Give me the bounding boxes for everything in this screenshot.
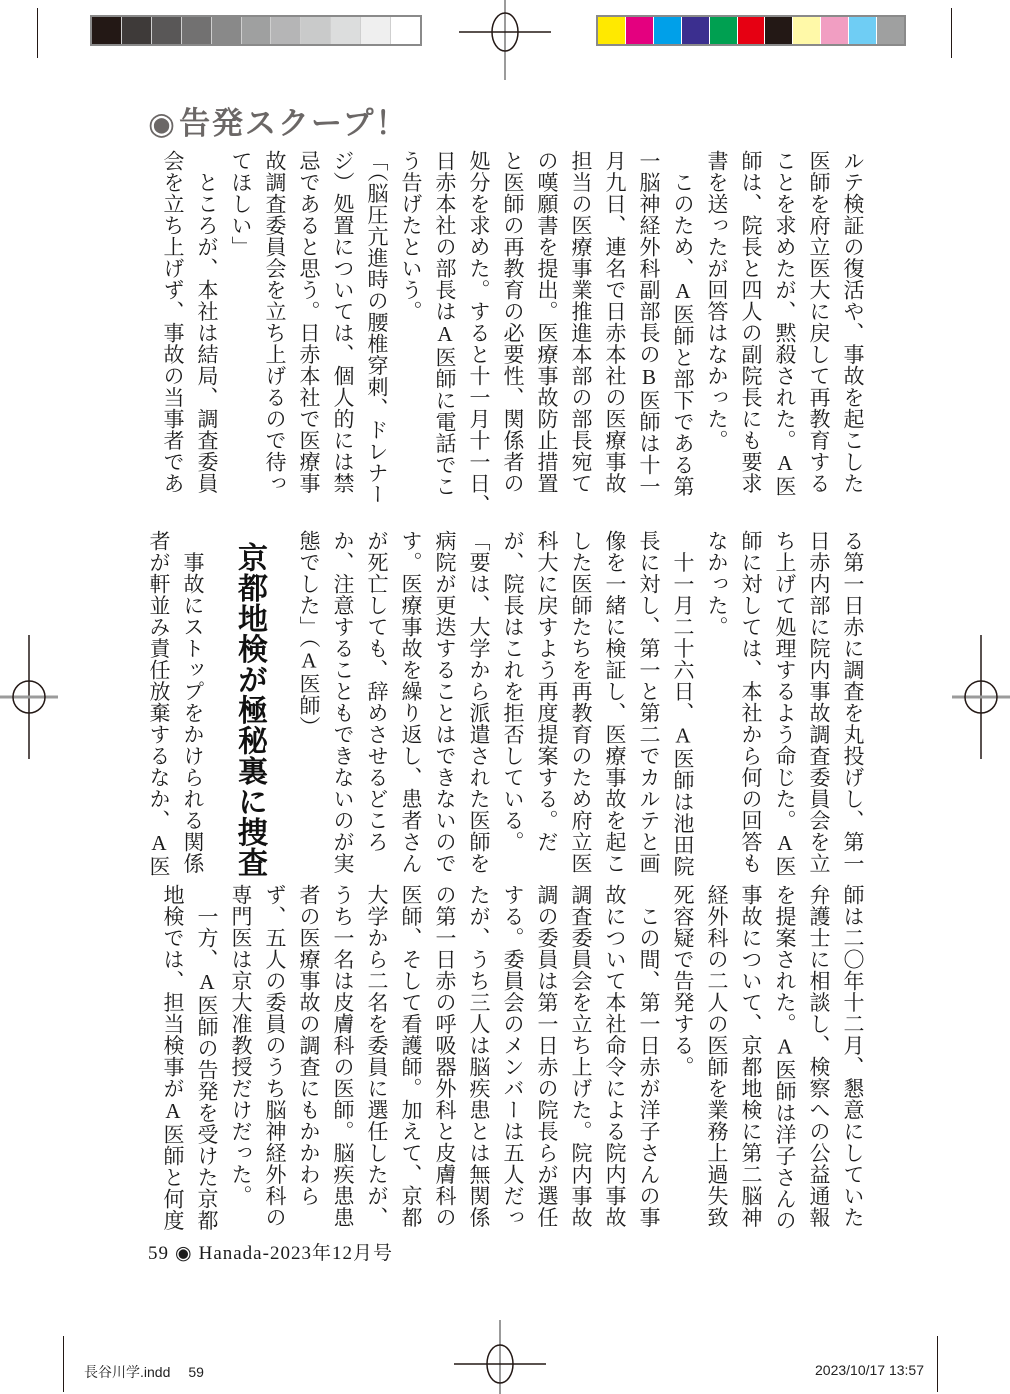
text-column: 専門医は京大准教授だけだった。 xyxy=(229,884,253,1207)
text-column: した医師たちを再教育のため府立医 xyxy=(569,530,593,874)
calibration-swatch xyxy=(710,17,737,44)
text-column: 忌であると思う。日赤本社で医療事 xyxy=(297,150,321,494)
calibration-swatch xyxy=(793,17,820,44)
text-column: す。医療事故を繰り返し、患者さん xyxy=(399,530,423,874)
registration-mark-left-icon xyxy=(0,627,70,767)
registration-mark-bottom-icon xyxy=(440,1320,560,1394)
text-column: の嘆願書を提出。医療事故防止措置 xyxy=(535,150,559,494)
text-column: 師に対しては、本社から何の回答も xyxy=(739,530,763,874)
text-column: 調査委員会を立ち上げた。院内事故 xyxy=(569,884,593,1228)
text-column: この間、第一日赤が洋子さんの事 xyxy=(637,884,661,1228)
text-column: 調の委員は第一日赤の院長らが選任 xyxy=(535,884,559,1228)
article-band-2-left-columns xyxy=(142,530,210,882)
calibration-swatch xyxy=(242,17,271,44)
text-column: 担当の医療事業推進本部の部長宛て xyxy=(569,150,593,494)
text-column: 月九日、連名で日赤本社の医療事故 xyxy=(603,150,627,494)
slug-page-number: 59 xyxy=(188,1364,204,1380)
calibration-swatch xyxy=(765,17,792,44)
text-column: う告げたという。 xyxy=(399,150,423,322)
trim-mark-bottom-left xyxy=(63,1336,64,1392)
color-calibration-bar xyxy=(596,15,906,46)
text-column: 者が軒並み責任放棄するなか、A医 xyxy=(147,530,171,877)
registration-mark-right-icon xyxy=(940,627,1010,767)
section-header xyxy=(148,98,409,143)
text-column: 処分を求めた。すると十一月十一日、 xyxy=(467,150,491,516)
text-column: る第一日赤に調査を丸投げし、第一 xyxy=(841,530,865,874)
text-column: 事故にストップをかけられる関係 xyxy=(181,530,205,874)
text-column: を提案された。A医師は洋子さんの xyxy=(773,884,797,1231)
text-column: 「要は、大学から派遣された医師を xyxy=(467,530,491,874)
text-column: 科大に戻すよう再度提案する。だ xyxy=(535,530,559,853)
calibration-swatch xyxy=(152,17,181,44)
text-column: 弁護士に相談し、検察への公益通報 xyxy=(807,884,831,1228)
grayscale-calibration-bar xyxy=(90,15,422,46)
text-column: 十一月二十六日、A医師は池田院 xyxy=(671,530,695,877)
print-timestamp: 2023/10/17 13:57 xyxy=(815,1362,924,1378)
text-column: 一方、A医師の告発を受けた京都 xyxy=(195,884,219,1231)
text-column: と医師の再教育の必要性、関係者の xyxy=(501,150,525,494)
trim-mark-top-right xyxy=(951,8,952,58)
document-filename xyxy=(84,1362,204,1382)
text-column: か、注意することもできないのが実 xyxy=(331,530,355,874)
text-column: なかった。 xyxy=(705,530,729,638)
text-column: 日赤本社の部長はA医師に電話でこ xyxy=(433,150,457,497)
article-band-2 xyxy=(142,530,870,882)
footer-bullseye-icon: ◉ xyxy=(175,1243,193,1264)
text-column: うち一名は皮膚科の医師。脳疾患患 xyxy=(331,884,355,1228)
calibration-swatch xyxy=(682,17,709,44)
calibration-swatch xyxy=(182,17,211,44)
text-column: 医師を府立医大に戻して再教育する xyxy=(807,150,831,494)
text-column: する。委員会のメンバーは五人だっ xyxy=(501,884,525,1228)
calibration-swatch xyxy=(877,17,904,44)
text-column: 書を送ったが回答はなかった。 xyxy=(705,150,729,451)
text-column: 長に対し、第一と第二でカルテと画 xyxy=(637,530,661,874)
text-column: ジ）処置については、個人的には禁 xyxy=(331,150,355,494)
text-column: 態でした」（A医師） xyxy=(297,530,321,738)
text-column: 医師、そして看護師。加えて、京都 xyxy=(399,884,423,1228)
text-column: が、院長はこれを拒否している。 xyxy=(501,530,525,853)
registration-mark-top-icon xyxy=(445,0,565,80)
text-column: が死亡しても、辞めさせるどころ xyxy=(365,530,389,853)
trim-mark-top-left xyxy=(37,8,38,58)
filename-text: 長谷川学.indd xyxy=(84,1364,171,1380)
calibration-swatch xyxy=(391,17,420,44)
article-band-2-right-columns xyxy=(292,530,870,882)
calibration-swatch xyxy=(122,17,151,44)
trim-mark-bottom-right xyxy=(937,1336,938,1392)
calibration-swatch xyxy=(738,17,765,44)
text-column: ことを求めたが、黙殺された。A医 xyxy=(773,150,797,497)
text-column: の第一日赤の呼吸器外科と皮膚科の xyxy=(433,884,457,1228)
text-column: 一脳神経外科副部長のB医師は十一 xyxy=(637,150,661,497)
calibration-swatch xyxy=(331,17,360,44)
page-footer xyxy=(148,1238,393,1265)
magazine-issue: Hanada-2023年12月号 xyxy=(198,1243,393,1264)
text-column: 者の医療事故の調査にもかかわら xyxy=(297,884,321,1207)
text-column: てほしい」 xyxy=(229,150,253,258)
text-column: たが、うち三人は脳疾患とは無関係 xyxy=(467,884,491,1228)
text-column: ず、五人の委員のうち脳神経外科の xyxy=(263,884,287,1228)
text-column: 師は、院長と四人の副院長にも要求 xyxy=(739,150,763,494)
text-column: 病院が更迭することはできないので xyxy=(433,530,457,874)
text-column: 経外科の二人の医師を業務上過失致 xyxy=(705,884,729,1228)
calibration-swatch xyxy=(212,17,241,44)
text-column: ルテ検証の復活や、事故を起こした xyxy=(841,150,865,494)
text-column: このため、A医師と部下である第 xyxy=(671,150,695,497)
text-column: 師は二〇年十二月、懇意にしていた xyxy=(841,884,865,1228)
bullseye-icon: ◉ xyxy=(148,106,178,141)
text-column: ち上げて処理するよう命じた。A医 xyxy=(773,530,797,877)
text-column: 地検では、担当検事がA医師と何度 xyxy=(161,884,185,1231)
text-column: 故について本社命令による院内事故 xyxy=(603,884,627,1228)
calibration-swatch xyxy=(598,17,625,44)
calibration-swatch xyxy=(361,17,390,44)
calibration-swatch xyxy=(821,17,848,44)
text-column: 会を立ち上げず、事故の当事者であ xyxy=(161,150,185,494)
calibration-swatch xyxy=(301,17,330,44)
calibration-swatch xyxy=(92,17,121,44)
calibration-swatch xyxy=(271,17,300,44)
page-number: 59 xyxy=(148,1243,169,1264)
text-column: 事故について、京都地検に第二脳神 xyxy=(739,884,763,1228)
article-headline: 京都地検が極秘裏に捜査 xyxy=(233,542,266,878)
section-title: 告発スクープ！ xyxy=(179,106,409,141)
calibration-swatch xyxy=(626,17,653,44)
text-column: 日赤内部に院内事故調査委員会を立 xyxy=(807,530,831,874)
calibration-swatch xyxy=(849,17,876,44)
text-column: 「（脳圧亢進時の腰椎穿刺、ドレナー xyxy=(365,150,389,505)
text-column: ところが、本社は結局、調査委員 xyxy=(195,150,219,494)
calibration-swatch xyxy=(654,17,681,44)
text-column: 大学から二名を委員に選任したが、 xyxy=(365,884,389,1228)
text-column: 像を一緒に検証し、医療事故を起こ xyxy=(603,530,627,874)
article-band-3 xyxy=(156,884,870,1238)
text-column: 故調査委員会を立ち上げるので待っ xyxy=(263,150,287,494)
text-column: 死容疑で告発する。 xyxy=(671,884,695,1078)
article-band-1 xyxy=(156,150,870,520)
